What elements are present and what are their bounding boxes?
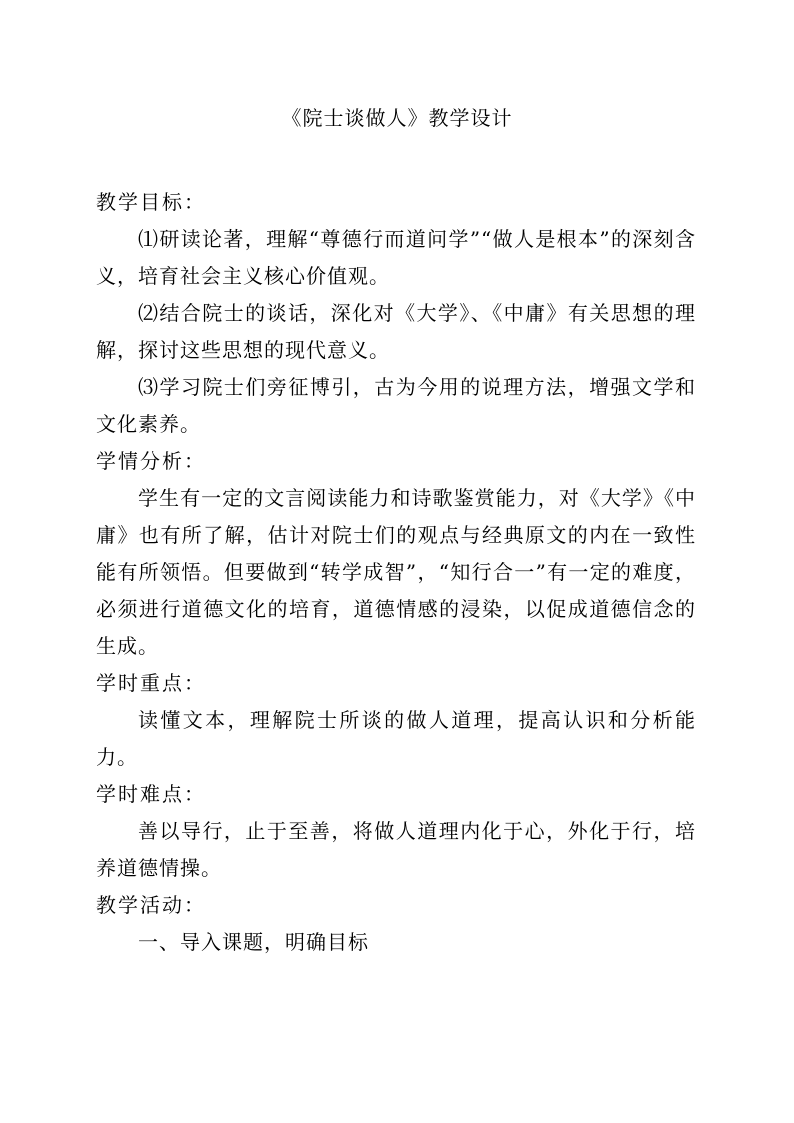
section-teaching-activities	[96, 887, 696, 961]
section-difficulties	[96, 776, 696, 887]
paragraph: ⑴研读论著，理解“尊德行而道问学”“做人是根本”的深刻含义，培育社会主义核心价值观。	[96, 227, 696, 288]
paragraph: 学生有一定的文言阅读能力和诗歌鉴赏能力，对《大学》《中庸》也有所了解，估计对院士们的观点与经典原文的内在一致性能有所领悟。但要做到“转学成智”，“知行合一”有一定的难度，必须进行道德文化的培育，道德情感的浸染，以促成道德信念的生成。	[96, 486, 696, 658]
paragraph: 善以导行，止于至善，将做人道理内化于心，外化于行，培养道德情操。	[96, 819, 696, 880]
paragraph: 一、导入课题，明确目标	[138, 930, 369, 954]
section-heading: 教学目标：	[96, 190, 206, 214]
section-teaching-goals	[96, 184, 696, 443]
document-body	[96, 184, 696, 961]
paragraph: ⑵结合院士的谈话，深化对《大学》、《中庸》有关思想的理解，探讨这些思想的现代意义。	[96, 301, 696, 362]
section-heading: 教学活动：	[96, 893, 206, 917]
section-heading: 学时难点：	[96, 782, 206, 806]
section-key-points	[96, 665, 696, 776]
section-learner-analysis	[96, 443, 696, 665]
document-title: 《院士谈做人》教学设计	[281, 106, 513, 130]
paragraph: ⑶学习院士们旁征博引，古为今用的说理方法，增强文学和文化素养。	[96, 375, 696, 436]
paragraph: 读懂文本，理解院士所谈的做人道理，提高认识和分析能力。	[96, 708, 696, 769]
section-heading: 学时重点：	[96, 671, 206, 695]
section-heading: 学情分析：	[96, 449, 206, 473]
